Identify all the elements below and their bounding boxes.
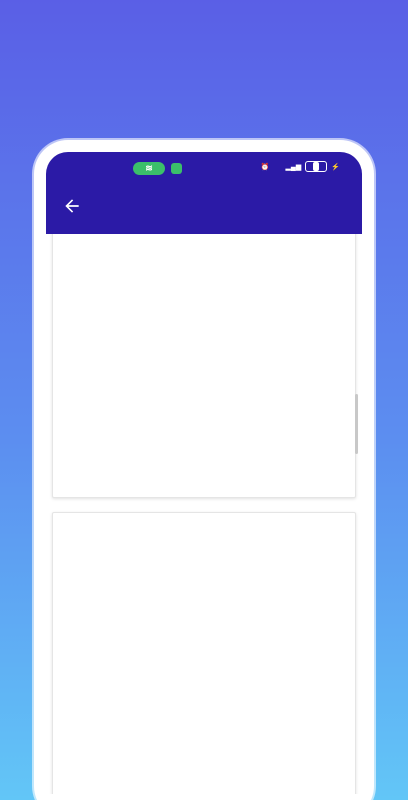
answer-card-q6 bbox=[52, 512, 356, 794]
status-bar bbox=[46, 152, 362, 184]
hotspot-indicator: ≋ bbox=[133, 162, 165, 175]
status-right-icons bbox=[261, 161, 340, 172]
scrollbar[interactable] bbox=[355, 394, 358, 454]
signal-bars-icon: ▂▄▆ bbox=[285, 163, 302, 171]
notification-app-icon bbox=[171, 163, 182, 174]
alarm-icon: ⏰ bbox=[260, 163, 270, 171]
charging-icon: ⚡ bbox=[331, 163, 340, 171]
back-arrow-icon[interactable] bbox=[62, 196, 82, 216]
content-scroll[interactable] bbox=[46, 234, 362, 794]
app-bar bbox=[46, 184, 362, 234]
materials-list bbox=[59, 251, 347, 266]
answer-card-q5 bbox=[52, 234, 356, 498]
phone-frame bbox=[34, 140, 374, 800]
battery-indicator bbox=[305, 161, 327, 172]
